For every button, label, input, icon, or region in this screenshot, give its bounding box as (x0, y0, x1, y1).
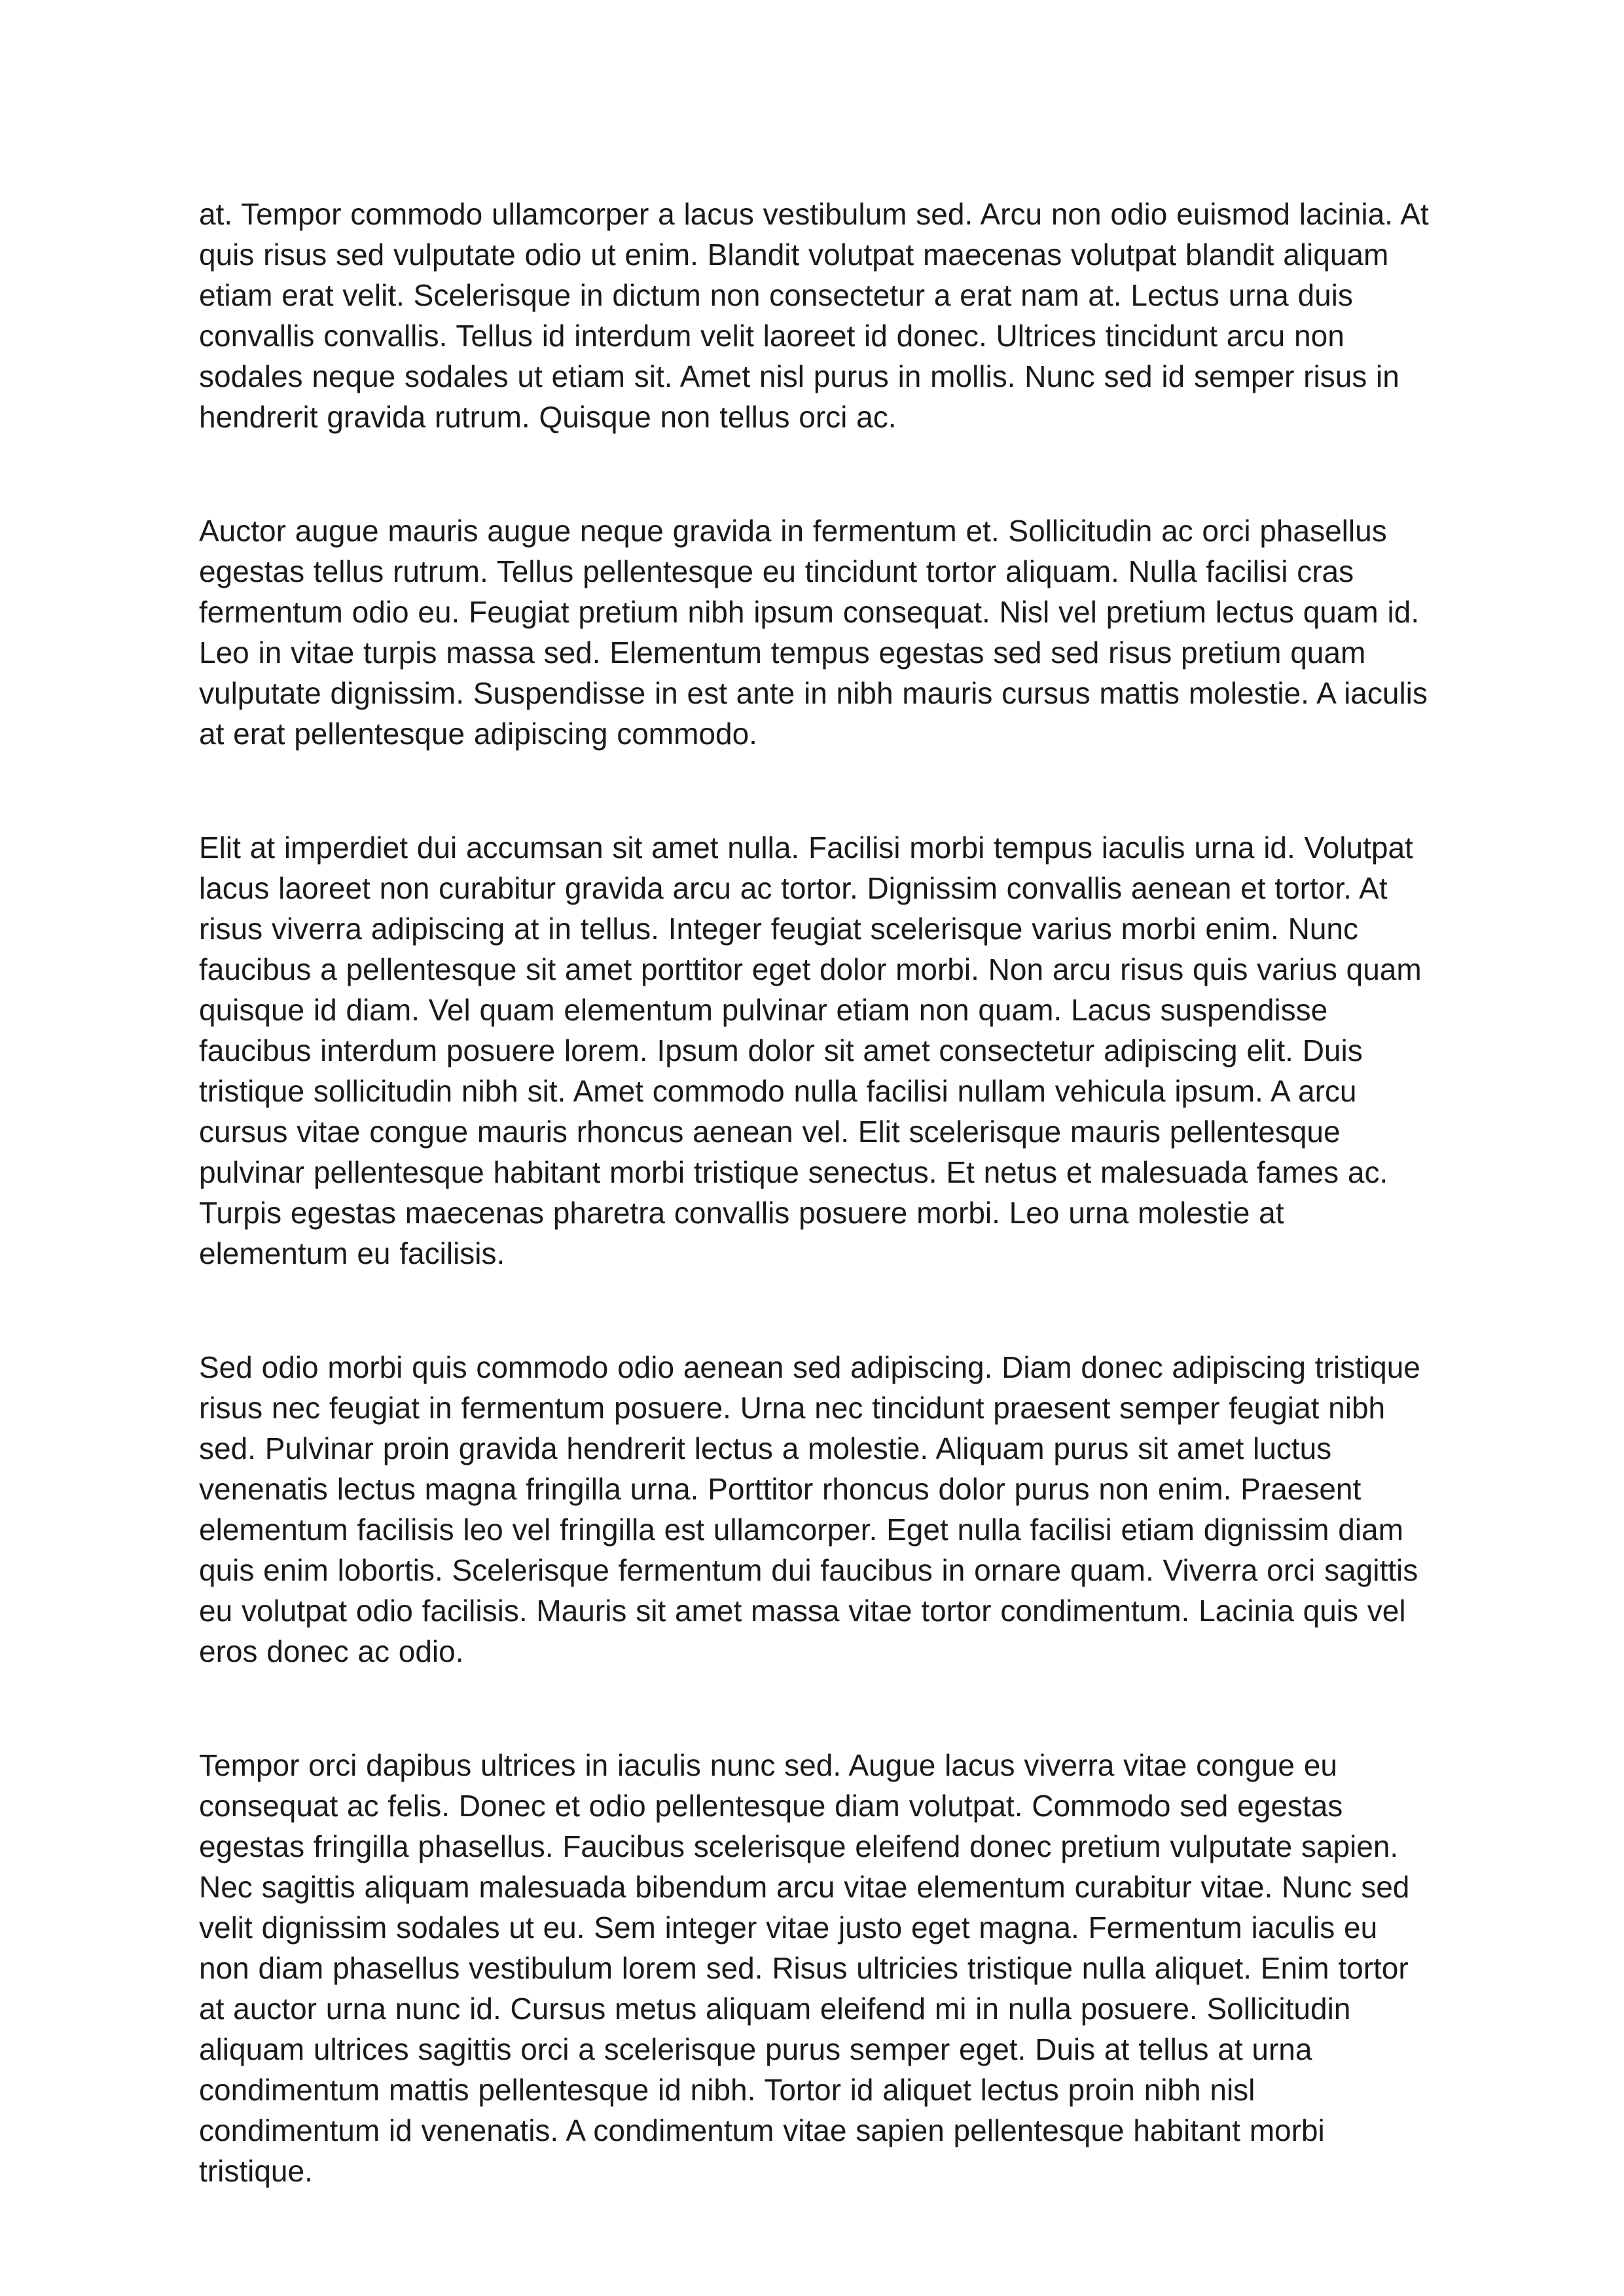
paragraph: Sed odio morbi quis commodo odio aenean sed adipiscing. Diam donec adipiscing tristique risus nec feugiat in fermentum posuere. Urna nec tincidunt praesent semper feugiat nibh sed. Pulvinar proin gravida hendrerit lectus a molestie. Aliquam purus sit amet luctus venenatis lectus magna fringilla urna. Porttitor rhoncus dolor purus non enim. Praesent elementum facilisis leo vel fringilla est ullamcorper. Eget nulla facilisi etiam dignissim diam quis enim lobortis. Scelerisque fermentum dui faucibus in ornare quam. Viverra orci sagittis eu volutpat odio facilisis. Mauris sit amet massa vitae tortor condimentum. Lacinia quis vel eros donec ac odio. (199, 1350, 1420, 1668)
paragraph: Elit at imperdiet dui accumsan sit amet nulla. Facilisi morbi tempus iaculis urna id. Volutpat lacus laoreet non curabitur gravida arcu ac tortor. Dignissim convallis aenean et tortor. At risus viverra adipiscing at in tellus. Integer feugiat scelerisque varius morbi enim. Nunc faucibus a pellentesque sit amet porttitor eget dolor morbi. Non arcu risus quis varius quam quisque id diam. Vel quam elementum pulvinar etiam non quam. Lacus suspendisse faucibus interdum posuere lorem. Ipsum dolor sit amet consectetur adipiscing elit. Duis tristique sollicitudin nibh sit. Amet commodo nulla facilisi nullam vehicula ipsum. A arcu cursus vitae congue mauris rhoncus aenean vel. Elit scelerisque mauris pellentesque pulvinar pellentesque habitant morbi tristique senectus. Et netus et malesuada fames ac. Turpis egestas maecenas pharetra convallis posuere morbi. Leo urna molestie at elementum eu facilisis. (199, 831, 1422, 1270)
paragraph: at. Tempor commodo ullamcorper a lacus vestibulum sed. Arcu non odio euismod lacinia. At quis risus sed vulputate odio ut enim. Blandit volutpat maecenas volutpat blandit aliquam etiam erat velit. Scelerisque in dictum non consectetur a erat nam at. Lectus urna duis convallis convallis. Tellus id interdum velit laoreet id donec. Ultrices tincidunt arcu non sodales neque sodales ut etiam sit. Amet nisl purus in mollis. Nunc sed id semper risus in hendrerit gravida rutrum. Quisque non tellus orci ac. (199, 197, 1429, 434)
paragraph: Tempor orci dapibus ultrices in iaculis nunc sed. Augue lacus viverra vitae congue eu consequat ac felis. Donec et odio pellentesque diam volutpat. Commodo sed egestas egestas fringilla phasellus. Faucibus scelerisque eleifend donec pretium vulputate sapien. Nec sagittis aliquam malesuada bibendum arcu vitae elementum curabitur vitae. Nunc sed velit dignissim sodales ut eu. Sem integer vitae justo eget magna. Fermentum iaculis eu non diam phasellus vestibulum lorem sed. Risus ultricies tristique nulla aliquet. Enim tortor at auctor urna nunc id. Cursus metus aliquam eleifend mi in nulla posuere. Sollicitudin aliquam ultrices sagittis orci a scelerisque purus semper eget. Duis at tellus at urna condimentum mattis pellentesque id nibh. Tortor id aliquet lectus proin nibh nisl condimentum id venenatis. A condimentum vitae sapien pellentesque habitant morbi tristique. (199, 1748, 1410, 2188)
paragraph: Auctor augue mauris augue neque gravida in fermentum et. Sollicitudin ac orci phasellus egestas tellus rutrum. Tellus pellentesque eu tincidunt tortor aliquam. Nulla facilisi cras fermentum odio eu. Feugiat pretium nibh ipsum consequat. Nisl vel pretium lectus quam id. Leo in vitae turpis massa sed. Elementum tempus egestas sed sed risus pretium quam vulputate dignissim. Suspendisse in est ante in nibh mauris cursus mattis molestie. A iaculis at erat pellentesque adipiscing commodo. (199, 514, 1428, 751)
document-text-body (199, 194, 1436, 2191)
